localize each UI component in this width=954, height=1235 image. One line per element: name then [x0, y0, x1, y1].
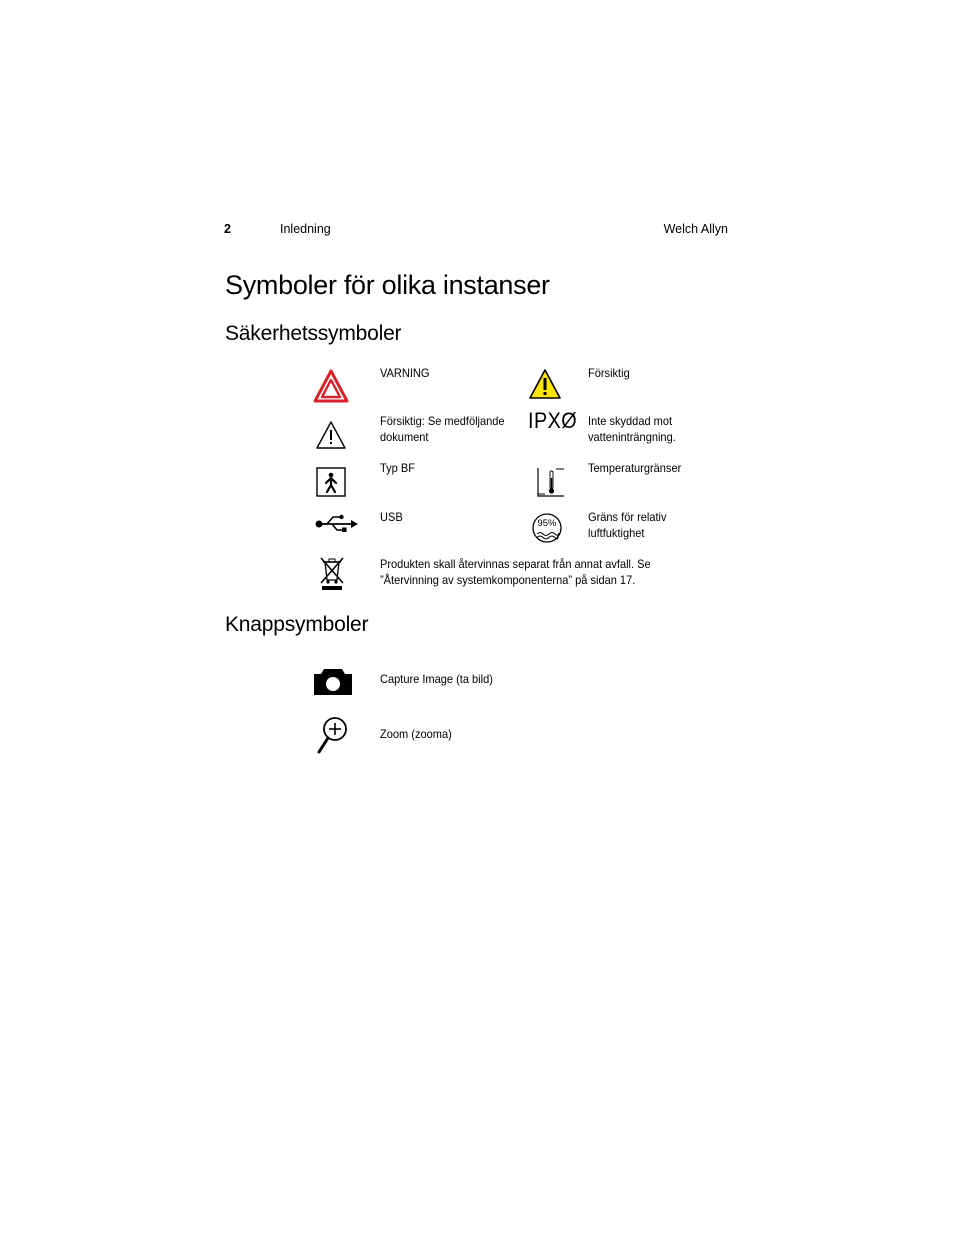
safety-heading: Säkerhetssymboler [225, 322, 402, 345]
caution-docs-line-1: Försiktig: Se medföljande [380, 414, 505, 428]
temperature-label: Temperaturgränser [588, 461, 682, 475]
recycle-line-1: Produkten skall återvinnas separat från annat avfall. Se [380, 557, 651, 571]
type-bf-icon [316, 467, 346, 497]
ipx-rating-symbol: IPXØ [528, 408, 578, 433]
recycle-line-2: ”Återvinning av systemkomponenterna” på sidan 17. [380, 572, 636, 587]
weee-crossed-bin-icon [318, 555, 346, 591]
zoom-magnifier-icon [316, 715, 350, 755]
humidity-line-1: Gräns för relativ [588, 510, 667, 524]
usb-icon [313, 514, 359, 534]
ipx-desc-line-2: vatteninträngning. [588, 429, 676, 444]
capture-label: Capture Image (ta bild) [380, 672, 493, 686]
warning-label: VARNING [380, 366, 430, 380]
usb-label: USB [380, 510, 403, 524]
caution-label: Försiktig [588, 366, 630, 380]
page-number: 2 [224, 222, 231, 236]
caution-docs-label [380, 414, 505, 445]
ipx-desc-line-1: Inte skyddad mot [588, 414, 673, 428]
ipx-desc-label [588, 414, 676, 445]
humidity-label [588, 510, 667, 541]
caution-yellow-icon [528, 368, 562, 400]
type-bf-label: Typ BF [380, 461, 415, 475]
page-title: Symboler för olika instanser [225, 270, 550, 300]
section-name: Inledning [280, 222, 331, 236]
caution-docs-line-2: dokument [380, 429, 429, 444]
thermometer-limits-icon [536, 466, 566, 498]
camera-icon [313, 668, 353, 696]
recycle-label [380, 557, 651, 588]
humidity-line-2: luftfuktighet [588, 525, 645, 540]
caution-outline-icon [315, 420, 347, 450]
buttons-heading: Knappsymboler [225, 613, 369, 636]
humidity-value: 95% [537, 518, 557, 529]
brand-name: Welch Allyn [663, 222, 728, 236]
warning-triangle-icon [313, 369, 349, 403]
zoom-label: Zoom (zooma) [380, 727, 452, 741]
